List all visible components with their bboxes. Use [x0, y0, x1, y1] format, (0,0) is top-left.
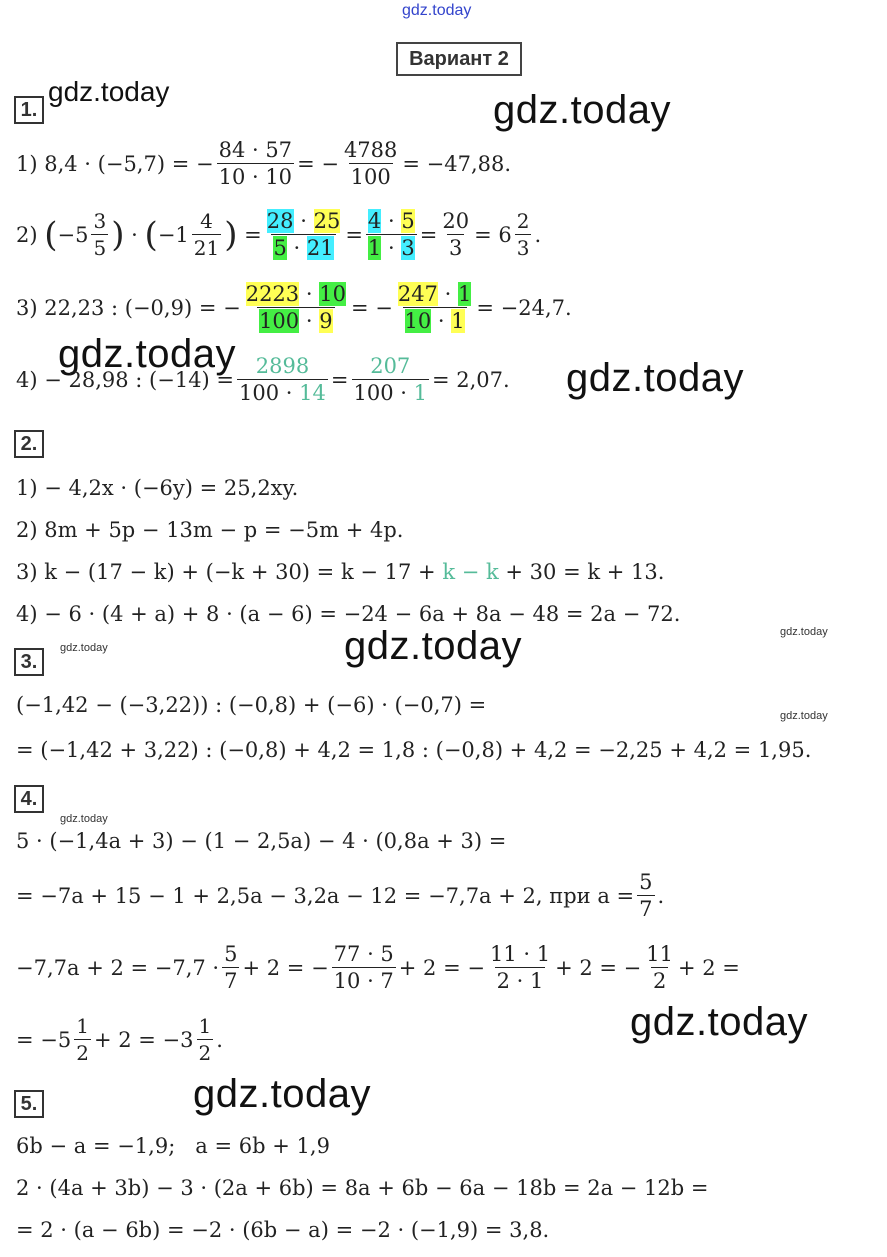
task1-line3: 3) 22,23 : (−0,9) = − $\frac{2223 \cdot 10}{100 \cdot 9}$ = − $\frac{247 \cdot 1}{10 \cdot 1}$ = −24,7.	[16, 282, 572, 333]
watermark-small: gdz.today	[60, 813, 108, 825]
task5-line1: 6b − a = −1,9; a = 6b + 1,9	[16, 1134, 330, 1158]
task4-line3: −7,7a + 2 = −7,7 · $\frac{5}{7}$ + 2 = − $\frac{77 \cdot 5}{10 \cdot 7}$ + 2 = − $\frac{11 \cdot 1}{2 \cdot 1}$ + 2 = − $\frac{11}{2}$ + 2 =	[16, 942, 740, 993]
task5-line3: = 2 · (a − 6b) = −2 · (6b − a) = −2 · (−1,9) = 3,8.	[16, 1218, 550, 1242]
task3-line2: = (−1,42 + 3,22) : (−0,8) + 4,2 = 1,8 : (−0,8) + 4,2 = −2,25 + 4,2 = 1,95.	[16, 738, 812, 762]
task1-line2: 2) ( −5 $\frac{3}{5}$ ) · ( −1 $\frac{4}{21}$ ) = $\frac{28 \cdot 25}{5 \cdot 21}$ = $\frac{4 \cdot 5}{1 \cdot 3}$ = $\frac{20}{3}$ = 6 $\frac{2}{3}$ .	[16, 209, 542, 260]
watermark-top: gdz.today	[402, 2, 472, 19]
task-number-2: 2.	[14, 430, 44, 458]
task-number-4: 4.	[14, 785, 44, 813]
task-number-3: 3.	[14, 648, 44, 676]
watermark: gdz.today	[344, 624, 522, 668]
watermark-small: gdz.today	[60, 642, 108, 654]
task2-line2: 2) 8m + 5p − 13m − p = −5m + 4p.	[16, 518, 404, 542]
task2-line4: 4) − 6 · (4 + a) + 8 · (a − 6) = −24 − 6a + 8a − 48 = 2a − 72.	[16, 602, 681, 626]
task2-line3: 3) k − (17 − k) + (−k + 30) = k − 17 + k − k + 30 = k + 13.	[16, 560, 665, 584]
watermark-small: gdz.today	[780, 626, 828, 638]
variant-title: Вариант 2	[396, 42, 522, 76]
task4-line2: = −7a + 15 − 1 + 2,5a − 3,2a − 12 = −7,7a + 2, при a = $\frac{5}{7}$ .	[16, 870, 665, 921]
task5-line2: 2 · (4a + 3b) − 3 · (2a + 6b) = 8a + 6b − 6a − 18b = 2a − 12b =	[16, 1176, 709, 1200]
watermark: gdz.today	[566, 356, 744, 400]
watermark: gdz.today	[630, 1000, 808, 1044]
watermark: gdz.today	[58, 332, 236, 376]
watermark: gdz.today	[48, 76, 170, 107]
watermark: gdz.today	[193, 1072, 371, 1116]
watermark-small: gdz.today	[780, 710, 828, 722]
task3-line1: (−1,42 − (−3,22)) : (−0,8) + (−6) · (−0,7) =	[16, 693, 487, 717]
task1-line4: 4) − 28,98 : (−14) = $\frac{2898}{100 \cdot 14}$ = $\frac{207}{100 \cdot 1}$ = 2,07.	[16, 354, 510, 405]
task-number-1: 1.	[14, 96, 44, 124]
task4-line1: 5 · (−1,4a + 3) − (1 − 2,5a) − 4 · (0,8a + 3) =	[16, 829, 507, 853]
task2-line1: 1) − 4,2x · (−6y) = 25,2xy.	[16, 476, 299, 500]
task1-line1: 1) 8,4 · (−5,7) = − $\frac{84 \cdot 57}{10 \cdot 10}$ = − $\frac{4788}{100}$ = −47,88.	[16, 138, 512, 189]
task4-line4: = −5 $\frac{1}{2}$ + 2 = −3 $\frac{1}{2}$ .	[16, 1014, 223, 1065]
watermark: gdz.today	[493, 88, 671, 132]
task-number-5: 5.	[14, 1090, 44, 1118]
